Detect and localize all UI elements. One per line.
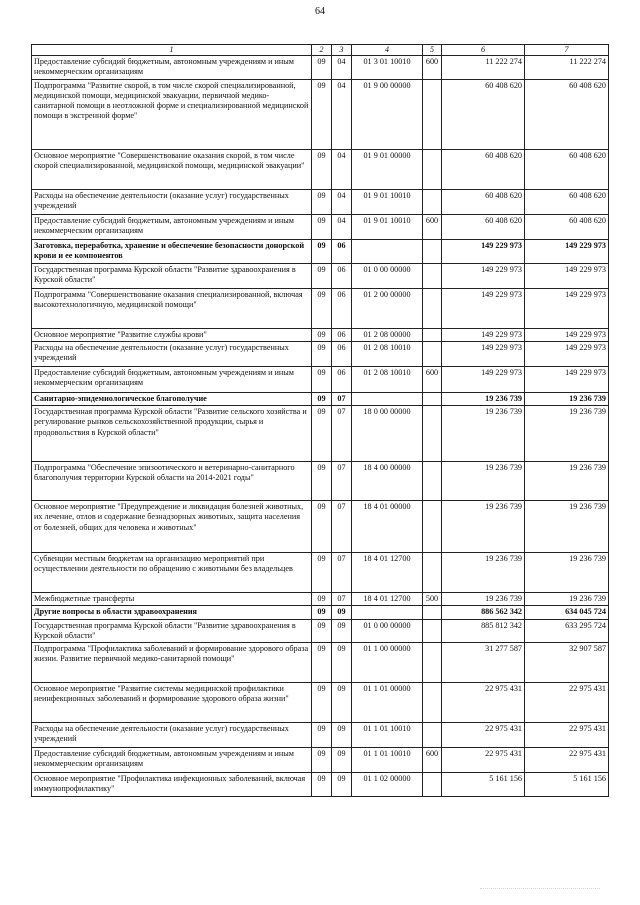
cell-v2: 60 408 620 <box>525 149 609 189</box>
cell-name: Расходы на обеспечение деятельности (оказание услуг) государственных учреждений <box>32 341 312 366</box>
cell-pr: 09 <box>332 748 352 773</box>
cell-name: Государственная программа Курской области "Развитие здравоохранения в Курской области" <box>32 619 312 643</box>
cell-csr: 01 0 00 00000 <box>352 619 423 643</box>
table-row <box>32 263 609 288</box>
cell-name: Основное мероприятие "Развитие службы крови" <box>32 328 312 341</box>
cell-v2: 149 229 973 <box>525 239 609 263</box>
cell-name: Подпрограмма "Совершенствование оказания специализированной, включая высокотехнологичную, медицинской помощи" <box>32 288 312 328</box>
cell-csr: 01 1 01 00000 <box>352 683 423 723</box>
cell-v2: 11 222 274 <box>525 56 609 80</box>
cell-csr: 18 0 00 00000 <box>352 406 423 462</box>
cell-csr: 01 2 08 10010 <box>352 341 423 366</box>
cell-v1: 149 229 973 <box>442 341 525 366</box>
cell-rz: 09 <box>312 773 332 797</box>
cell-csr: 01 1 02 00000 <box>352 773 423 797</box>
cell-vr <box>423 606 442 619</box>
table-row <box>32 79 609 149</box>
table-row <box>32 341 609 366</box>
cell-v1: 149 229 973 <box>442 239 525 263</box>
cell-vr <box>423 773 442 797</box>
cell-name: Предоставление субсидий бюджетным, автономным учреждениям и иным некоммерческим организациям <box>32 56 312 80</box>
cell-csr <box>352 606 423 619</box>
cell-v1: 60 408 620 <box>442 79 525 149</box>
cell-vr <box>423 462 442 501</box>
cell-v1: 22 975 431 <box>442 683 525 723</box>
cell-pr: 04 <box>332 214 352 239</box>
cell-csr: 01 3 01 10010 <box>352 56 423 80</box>
cell-v2: 60 408 620 <box>525 189 609 214</box>
cell-pr: 07 <box>332 392 352 405</box>
column-header: 1 <box>32 45 312 56</box>
scan-artifact <box>480 888 600 895</box>
column-header: 6 <box>442 45 525 56</box>
cell-v2: 19 236 739 <box>525 406 609 462</box>
table-row <box>32 773 609 797</box>
cell-csr: 18 4 01 00000 <box>352 501 423 553</box>
cell-name: Предоставление субсидий бюджетным, автономным учреждениям и иным некоммерческим организациям <box>32 366 312 392</box>
table-row <box>32 328 609 341</box>
budget-table <box>31 44 609 797</box>
cell-v1: 60 408 620 <box>442 149 525 189</box>
cell-rz: 09 <box>312 619 332 643</box>
cell-v2: 19 236 739 <box>525 501 609 553</box>
column-header: 2 <box>312 45 332 56</box>
cell-v2: 633 295 724 <box>525 619 609 643</box>
cell-rz: 09 <box>312 79 332 149</box>
cell-rz: 09 <box>312 406 332 462</box>
cell-name: Санитарно-эпидемиологическое благополучие <box>32 392 312 405</box>
cell-pr: 06 <box>332 341 352 366</box>
cell-vr <box>423 643 442 683</box>
cell-v2: 22 975 431 <box>525 748 609 773</box>
cell-v1: 19 236 739 <box>442 406 525 462</box>
cell-csr: 18 4 01 12700 <box>352 593 423 606</box>
cell-vr: 600 <box>423 748 442 773</box>
table-row <box>32 748 609 773</box>
cell-v2: 19 236 739 <box>525 392 609 405</box>
cell-vr <box>423 288 442 328</box>
cell-pr: 09 <box>332 773 352 797</box>
cell-vr: 600 <box>423 56 442 80</box>
cell-name: Предоставление субсидий бюджетным, автономным учреждениям и иным некоммерческим организациям <box>32 214 312 239</box>
cell-csr: 01 2 08 00000 <box>352 328 423 341</box>
cell-vr <box>423 328 442 341</box>
cell-csr: 01 9 00 00000 <box>352 79 423 149</box>
column-header: 7 <box>525 45 609 56</box>
cell-v2: 60 408 620 <box>525 79 609 149</box>
table-row <box>32 501 609 553</box>
cell-v1: 11 222 274 <box>442 56 525 80</box>
cell-name: Расходы на обеспечение деятельности (оказание услуг) государственных учреждений <box>32 189 312 214</box>
cell-pr: 09 <box>332 606 352 619</box>
cell-rz: 09 <box>312 553 332 593</box>
cell-v1: 149 229 973 <box>442 366 525 392</box>
column-header: 4 <box>352 45 423 56</box>
cell-csr: 01 2 00 00000 <box>352 288 423 328</box>
cell-rz: 09 <box>312 149 332 189</box>
cell-v2: 149 229 973 <box>525 341 609 366</box>
cell-pr: 06 <box>332 263 352 288</box>
cell-name: Государственная программа Курской области "Развитие сельского хозяйства и регулирование рынков сельскохозяйственной продукции, сырья и продовольствия в Курской области" <box>32 406 312 462</box>
table-row <box>32 683 609 723</box>
cell-vr <box>423 189 442 214</box>
cell-vr <box>423 406 442 462</box>
cell-v1: 60 408 620 <box>442 189 525 214</box>
cell-vr <box>423 619 442 643</box>
table-row <box>32 56 609 80</box>
cell-v1: 886 562 342 <box>442 606 525 619</box>
cell-pr: 06 <box>332 328 352 341</box>
table-row <box>32 149 609 189</box>
cell-csr <box>352 392 423 405</box>
cell-pr: 09 <box>332 619 352 643</box>
cell-vr <box>423 392 442 405</box>
cell-rz: 09 <box>312 392 332 405</box>
cell-v1: 5 161 156 <box>442 773 525 797</box>
header-row <box>32 45 609 56</box>
column-header: 3 <box>332 45 352 56</box>
cell-csr: 01 1 01 10010 <box>352 748 423 773</box>
cell-v2: 60 408 620 <box>525 214 609 239</box>
cell-v1: 19 236 739 <box>442 462 525 501</box>
cell-vr <box>423 501 442 553</box>
cell-pr: 07 <box>332 553 352 593</box>
cell-vr: 600 <box>423 214 442 239</box>
table-row <box>32 593 609 606</box>
cell-rz: 09 <box>312 501 332 553</box>
cell-rz: 09 <box>312 683 332 723</box>
table-row <box>32 406 609 462</box>
cell-pr: 07 <box>332 462 352 501</box>
table-row <box>32 288 609 328</box>
cell-pr: 09 <box>332 683 352 723</box>
table-row <box>32 553 609 593</box>
cell-vr <box>423 149 442 189</box>
cell-v1: 149 229 973 <box>442 328 525 341</box>
table-row <box>32 392 609 405</box>
cell-pr: 07 <box>332 501 352 553</box>
cell-vr <box>423 723 442 748</box>
cell-csr: 01 1 01 10010 <box>352 723 423 748</box>
cell-pr: 06 <box>332 239 352 263</box>
cell-pr: 04 <box>332 56 352 80</box>
cell-rz: 09 <box>312 723 332 748</box>
cell-v1: 31 277 587 <box>442 643 525 683</box>
cell-rz: 09 <box>312 606 332 619</box>
cell-rz: 09 <box>312 341 332 366</box>
cell-rz: 09 <box>312 366 332 392</box>
cell-name: Подпрограмма "Развитие скорой, в том числе скорой специализированной, медицинской помощи, медицинской эвакуации, первичной медико-санитарной помощи в неотложной форме и специализированной медицинской помощи в экстренной форме" <box>32 79 312 149</box>
cell-v1: 149 229 973 <box>442 263 525 288</box>
cell-pr: 04 <box>332 149 352 189</box>
cell-v1: 885 812 342 <box>442 619 525 643</box>
cell-csr: 01 0 00 00000 <box>352 263 423 288</box>
table-row <box>32 189 609 214</box>
cell-name: Основное мероприятие "Предупреждение и ликвидация болезней животных, их лечение, отлов и содержание безнадзорных животных, защита населения от болезней, общих для человека и животных" <box>32 501 312 553</box>
cell-v1: 22 975 431 <box>442 723 525 748</box>
cell-pr: 04 <box>332 189 352 214</box>
cell-pr: 07 <box>332 406 352 462</box>
cell-pr: 09 <box>332 643 352 683</box>
cell-v2: 149 229 973 <box>525 288 609 328</box>
cell-pr: 04 <box>332 79 352 149</box>
cell-vr <box>423 239 442 263</box>
cell-csr: 01 2 08 10010 <box>352 366 423 392</box>
cell-v2: 22 975 431 <box>525 683 609 723</box>
cell-csr: 18 4 00 00000 <box>352 462 423 501</box>
cell-rz: 09 <box>312 189 332 214</box>
table-row <box>32 239 609 263</box>
cell-csr: 01 9 01 10010 <box>352 214 423 239</box>
cell-v1: 19 236 739 <box>442 501 525 553</box>
cell-rz: 09 <box>312 263 332 288</box>
table-row <box>32 643 609 683</box>
cell-csr: 01 9 01 10010 <box>352 189 423 214</box>
cell-csr: 18 4 01 12700 <box>352 553 423 593</box>
cell-pr: 06 <box>332 288 352 328</box>
cell-v2: 149 229 973 <box>525 263 609 288</box>
cell-pr: 07 <box>332 593 352 606</box>
cell-v1: 149 229 973 <box>442 288 525 328</box>
cell-vr <box>423 79 442 149</box>
cell-v2: 19 236 739 <box>525 462 609 501</box>
table-row <box>32 723 609 748</box>
cell-v2: 149 229 973 <box>525 328 609 341</box>
cell-v2: 19 236 739 <box>525 553 609 593</box>
cell-rz: 09 <box>312 328 332 341</box>
cell-v2: 149 229 973 <box>525 366 609 392</box>
cell-rz: 09 <box>312 239 332 263</box>
cell-name: Государственная программа Курской области "Развитие здравоохранения в Курской области" <box>32 263 312 288</box>
cell-pr: 06 <box>332 366 352 392</box>
cell-name: Расходы на обеспечение деятельности (оказание услуг) государственных учреждений <box>32 723 312 748</box>
cell-rz: 09 <box>312 593 332 606</box>
cell-vr: 600 <box>423 366 442 392</box>
cell-v1: 19 236 739 <box>442 553 525 593</box>
cell-name: Основное мероприятие "Развитие системы медицинской профилактики неинфекционных заболеваний и формирование здорового образа жизни" <box>32 683 312 723</box>
table-row <box>32 619 609 643</box>
table-row <box>32 366 609 392</box>
cell-v2: 22 975 431 <box>525 723 609 748</box>
cell-v2: 32 907 587 <box>525 643 609 683</box>
cell-name: Основное мероприятие "Профилактика инфекционных заболеваний, включая иммунопрофилактику" <box>32 773 312 797</box>
cell-name: Другие вопросы в области здравоохранения <box>32 606 312 619</box>
column-header: 5 <box>423 45 442 56</box>
cell-v1: 22 975 431 <box>442 748 525 773</box>
table-body <box>32 56 609 797</box>
table-row <box>32 606 609 619</box>
cell-csr: 01 9 01 00000 <box>352 149 423 189</box>
cell-rz: 09 <box>312 643 332 683</box>
cell-v2: 19 236 739 <box>525 593 609 606</box>
cell-name: Подпрограмма "Профилактика заболеваний и формирование здорового образа жизни. Развитие первичной медико-санитарной помощи" <box>32 643 312 683</box>
table-row <box>32 462 609 501</box>
cell-name: Заготовка, переработка, хранение и обеспечение безопасности донорской крови и ее компонентов <box>32 239 312 263</box>
cell-v2: 634 045 724 <box>525 606 609 619</box>
page-number: 64 <box>315 6 325 17</box>
cell-name: Основное мероприятие "Совершенствование оказания скорой, в том числе скорой специализированной, медицинской помощи, медицинской эвакуации" <box>32 149 312 189</box>
cell-csr: 01 1 00 00000 <box>352 643 423 683</box>
cell-v1: 19 236 739 <box>442 392 525 405</box>
cell-vr <box>423 341 442 366</box>
cell-v2: 5 161 156 <box>525 773 609 797</box>
cell-name: Межбюджетные трансферты <box>32 593 312 606</box>
cell-rz: 09 <box>312 288 332 328</box>
cell-name: Подпрограмма "Обеспечение эпизоотического и ветеринарно-санитарного благополучия территории Курской области на 2014-2021 годы" <box>32 462 312 501</box>
cell-rz: 09 <box>312 214 332 239</box>
cell-rz: 09 <box>312 56 332 80</box>
cell-pr: 09 <box>332 723 352 748</box>
cell-name: Предоставление субсидий бюджетным, автономным учреждениям и иным некоммерческим организациям <box>32 748 312 773</box>
cell-csr <box>352 239 423 263</box>
cell-v1: 60 408 620 <box>442 214 525 239</box>
cell-rz: 09 <box>312 748 332 773</box>
cell-vr <box>423 683 442 723</box>
cell-rz: 09 <box>312 462 332 501</box>
cell-name: Субвенции местным бюджетам на организацию мероприятий при осуществлении деятельности по обращению с животными без владельцев <box>32 553 312 593</box>
cell-vr: 500 <box>423 593 442 606</box>
cell-vr <box>423 553 442 593</box>
table-row <box>32 214 609 239</box>
cell-vr <box>423 263 442 288</box>
cell-v1: 19 236 739 <box>442 593 525 606</box>
